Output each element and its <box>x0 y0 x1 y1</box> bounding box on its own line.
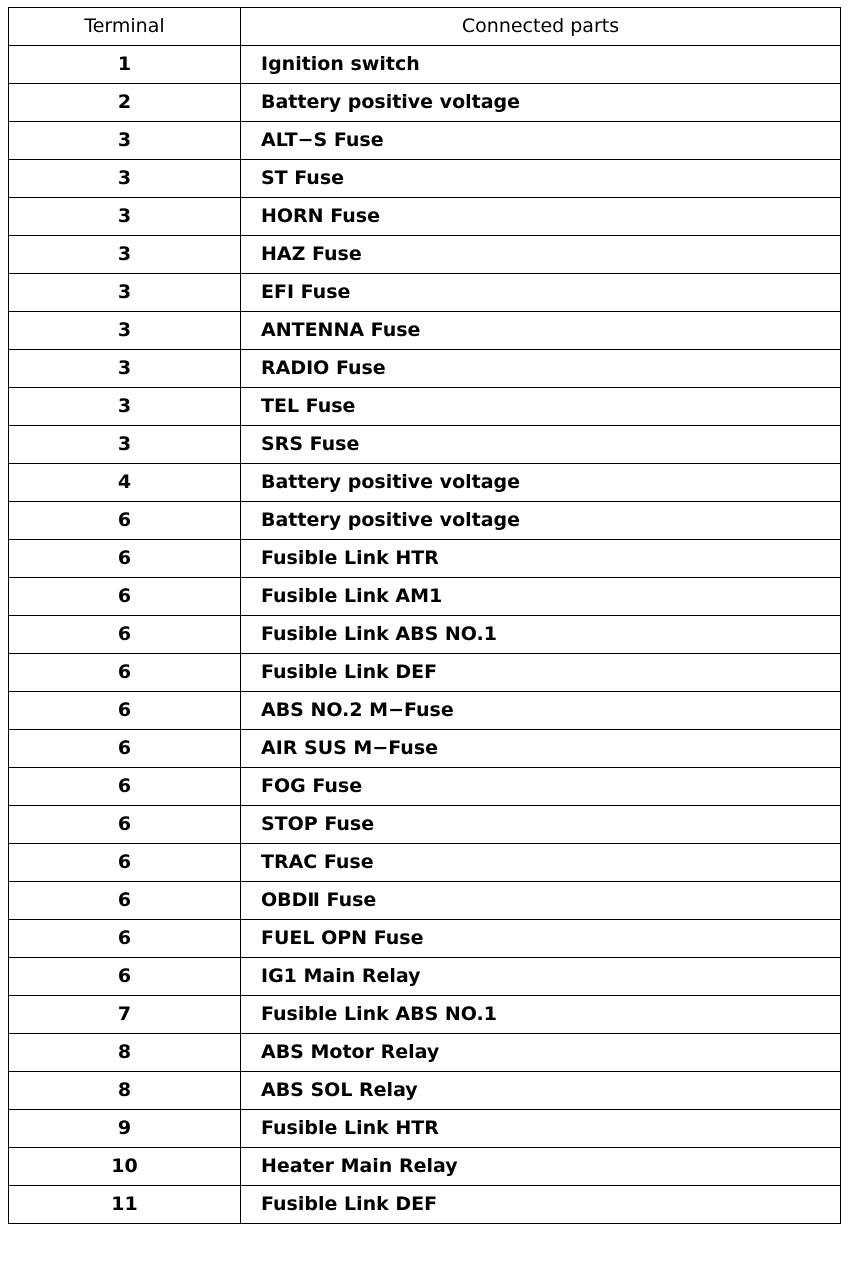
table-row <box>9 692 841 730</box>
terminal-cell: 1 <box>9 46 241 84</box>
terminal-cell: 7 <box>9 996 241 1034</box>
terminal-cell: 6 <box>9 768 241 806</box>
table-row <box>9 236 841 274</box>
table-row <box>9 84 841 122</box>
terminal-cell: 6 <box>9 920 241 958</box>
connected-part-cell: ALT−S Fuse <box>241 122 841 160</box>
terminal-cell: 10 <box>9 1148 241 1186</box>
connected-part-cell: Ignition switch <box>241 46 841 84</box>
table-row <box>9 1110 841 1148</box>
terminal-table <box>8 7 841 1224</box>
connected-part-cell: FOG Fuse <box>241 768 841 806</box>
column-header-terminal: Terminal <box>9 8 241 46</box>
table-row <box>9 312 841 350</box>
terminal-cell: 3 <box>9 388 241 426</box>
connected-part-cell: Fusible Link ABS NO.1 <box>241 996 841 1034</box>
table-row <box>9 502 841 540</box>
table-row <box>9 996 841 1034</box>
terminal-cell: 3 <box>9 236 241 274</box>
terminal-cell: 8 <box>9 1034 241 1072</box>
terminal-cell: 9 <box>9 1110 241 1148</box>
connected-part-cell: ABS Motor Relay <box>241 1034 841 1072</box>
connected-part-cell: STOP Fuse <box>241 806 841 844</box>
table-row <box>9 730 841 768</box>
connected-part-cell: EFI Fuse <box>241 274 841 312</box>
connected-part-cell: HAZ Fuse <box>241 236 841 274</box>
table-row <box>9 958 841 996</box>
terminal-cell: 6 <box>9 882 241 920</box>
table-row <box>9 46 841 84</box>
connected-part-cell: IG1 Main Relay <box>241 958 841 996</box>
terminal-cell: 3 <box>9 122 241 160</box>
connected-part-cell: Fusible Link AM1 <box>241 578 841 616</box>
terminal-cell: 6 <box>9 578 241 616</box>
table-row <box>9 1148 841 1186</box>
table-header-row <box>9 8 841 46</box>
connected-part-cell: HORN Fuse <box>241 198 841 236</box>
terminal-cell: 4 <box>9 464 241 502</box>
table-row <box>9 578 841 616</box>
connected-part-cell: ANTENNA Fuse <box>241 312 841 350</box>
table-row <box>9 844 841 882</box>
terminal-cell: 6 <box>9 958 241 996</box>
table-row <box>9 1072 841 1110</box>
terminal-cell: 6 <box>9 692 241 730</box>
connected-part-cell: ST Fuse <box>241 160 841 198</box>
table-row <box>9 806 841 844</box>
table-row <box>9 1034 841 1072</box>
terminal-cell: 3 <box>9 198 241 236</box>
table-row <box>9 882 841 920</box>
connected-part-cell: AIR SUS M−Fuse <box>241 730 841 768</box>
table-row <box>9 198 841 236</box>
table-row <box>9 654 841 692</box>
table-row <box>9 768 841 806</box>
column-header-connected-parts: Connected parts <box>241 8 841 46</box>
terminal-cell: 3 <box>9 160 241 198</box>
terminal-cell: 6 <box>9 844 241 882</box>
table-row <box>9 160 841 198</box>
terminal-cell: 2 <box>9 84 241 122</box>
terminal-cell: 6 <box>9 654 241 692</box>
connected-part-cell: Fusible Link HTR <box>241 1110 841 1148</box>
connected-part-cell: RADIO Fuse <box>241 350 841 388</box>
terminal-cell: 3 <box>9 274 241 312</box>
connected-part-cell: Battery positive voltage <box>241 84 841 122</box>
table-row <box>9 464 841 502</box>
terminal-cell: 11 <box>9 1186 241 1224</box>
terminal-cell: 3 <box>9 312 241 350</box>
connected-part-cell: Battery positive voltage <box>241 464 841 502</box>
table-row <box>9 122 841 160</box>
connected-part-cell: FUEL OPN Fuse <box>241 920 841 958</box>
connected-part-cell: OBDⅡ Fuse <box>241 882 841 920</box>
connected-part-cell: Fusible Link ABS NO.1 <box>241 616 841 654</box>
terminal-cell: 6 <box>9 616 241 654</box>
connected-part-cell: Heater Main Relay <box>241 1148 841 1186</box>
connected-part-cell: Fusible Link HTR <box>241 540 841 578</box>
terminal-cell: 6 <box>9 730 241 768</box>
table-row <box>9 426 841 464</box>
table-row <box>9 388 841 426</box>
terminal-cell: 6 <box>9 540 241 578</box>
terminal-cell: 6 <box>9 502 241 540</box>
table-row <box>9 540 841 578</box>
connected-part-cell: Battery positive voltage <box>241 502 841 540</box>
connected-part-cell: ABS NO.2 M−Fuse <box>241 692 841 730</box>
connected-part-cell: TRAC Fuse <box>241 844 841 882</box>
table-row <box>9 920 841 958</box>
connected-part-cell: Fusible Link DEF <box>241 1186 841 1224</box>
connected-part-cell: ABS SOL Relay <box>241 1072 841 1110</box>
table-body <box>9 46 841 1224</box>
connected-part-cell: SRS Fuse <box>241 426 841 464</box>
terminal-cell: 3 <box>9 426 241 464</box>
terminal-cell: 8 <box>9 1072 241 1110</box>
terminal-cell: 3 <box>9 350 241 388</box>
table-row <box>9 350 841 388</box>
table-row <box>9 616 841 654</box>
terminal-cell: 6 <box>9 806 241 844</box>
table-row <box>9 274 841 312</box>
table-row <box>9 1186 841 1224</box>
connected-part-cell: Fusible Link DEF <box>241 654 841 692</box>
connected-part-cell: TEL Fuse <box>241 388 841 426</box>
